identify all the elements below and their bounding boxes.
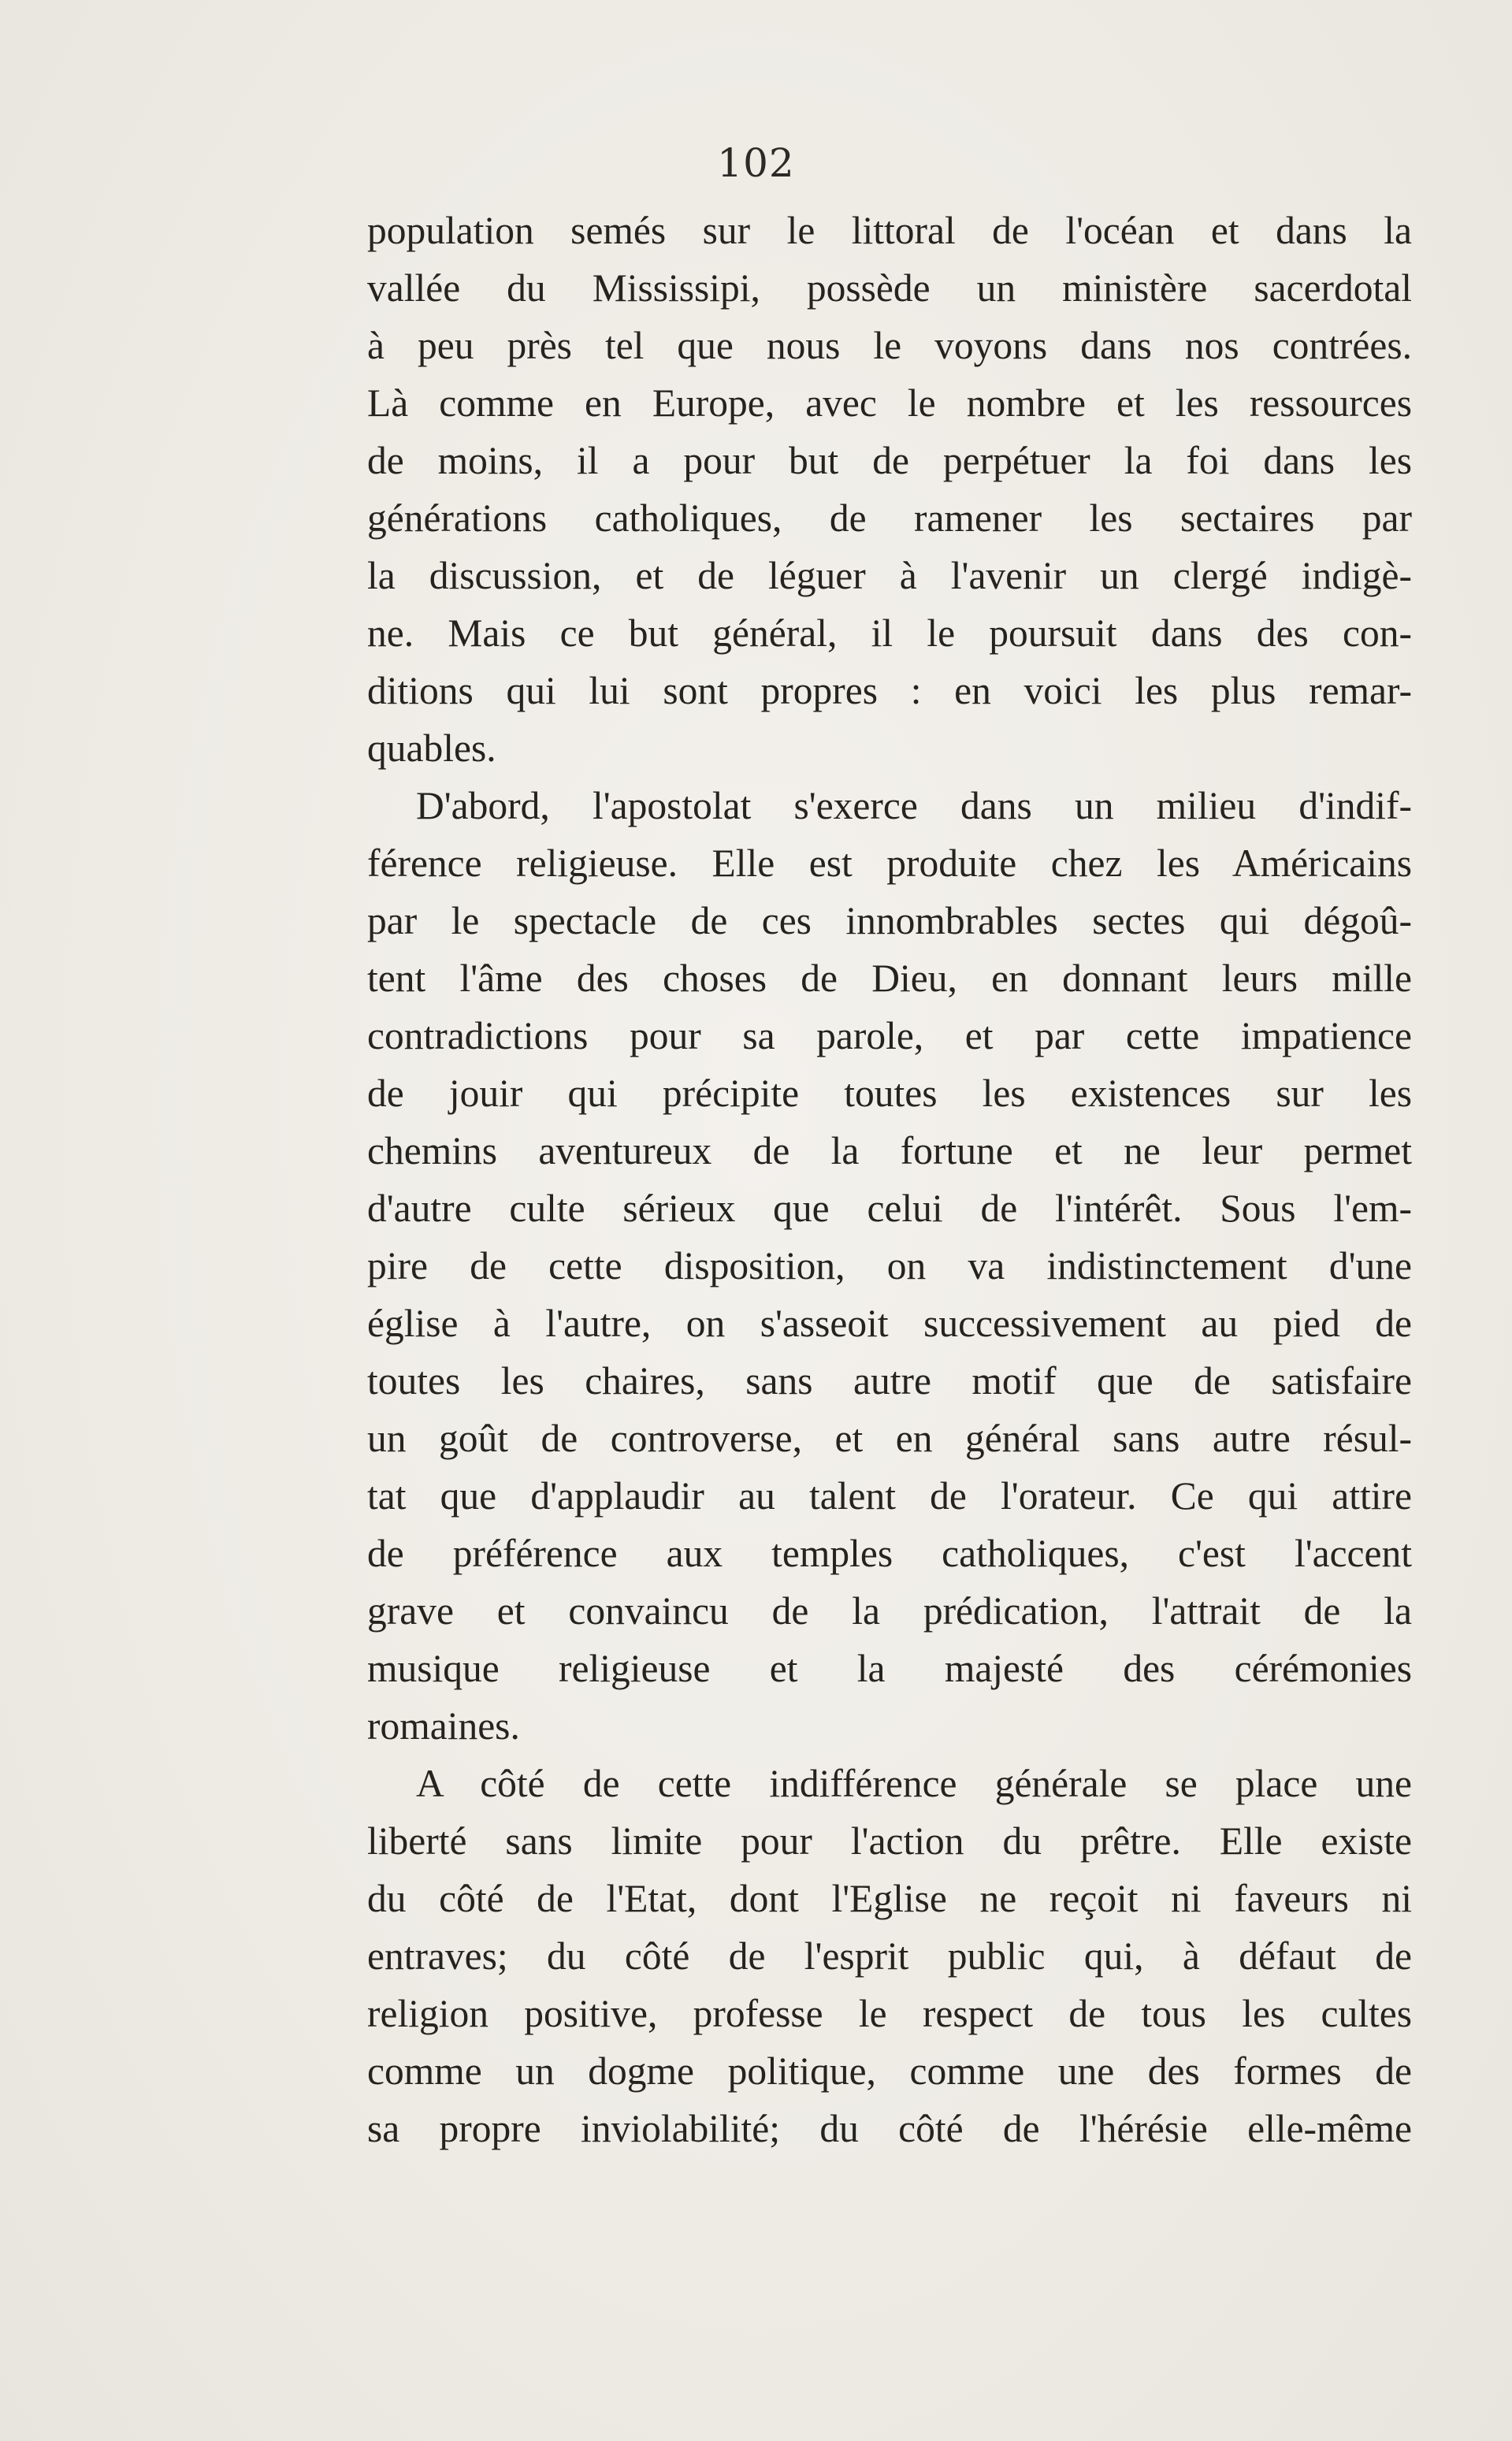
text-line: comme un dogme politique, comme une des formes de [367, 2049, 1412, 2093]
text-line: quables. [367, 726, 496, 770]
text-line: vallée du Mississipi, possède un ministère sacerdotal [367, 266, 1412, 310]
text-line: population semés sur le littoral de l'océan et dans la [367, 209, 1412, 252]
text-line: entraves; du côté de l'esprit public qui, à défaut de [367, 1934, 1412, 1978]
text-line: romaines. [367, 1704, 520, 1748]
paragraph-3 [367, 1755, 1412, 2157]
text-line: Là comme en Europe, avec le nombre et les ressources [367, 381, 1412, 425]
text-line: chemins aventureux de la fortune et ne leur permet [367, 1129, 1412, 1172]
text-line: de moins, il a pour but de perpétuer la foi dans les [367, 439, 1412, 482]
text-line: générations catholiques, de ramener les sectaires par [367, 496, 1412, 540]
text-line: à peu près tel que nous le voyons dans nos contrées. [367, 324, 1412, 367]
text-line: férence religieuse. Elle est produite chez les Américains [367, 842, 1412, 885]
text-line: ditions qui lui sont propres : en voici les plus remar- [367, 669, 1412, 712]
text-line: liberté sans limite pour l'action du prêtre. Elle existe [367, 1819, 1412, 1863]
text-line: grave et convaincu de la prédication, l'attrait de la [367, 1589, 1412, 1633]
text-line: D'abord, l'apostolat s'exerce dans un milieu d'indif- [416, 784, 1412, 827]
text-line: d'autre culte sérieux que celui de l'intérêt. Sous l'em- [367, 1187, 1412, 1230]
text-line: ne. Mais ce but général, il le poursuit dans des con- [367, 611, 1412, 655]
text-line: sa propre inviolabilité; du côté de l'hérésie elle-même [367, 2107, 1412, 2150]
body-text [367, 202, 1412, 2157]
paragraph-1 [367, 202, 1412, 777]
text-line: du côté de l'Etat, dont l'Eglise ne reçoit ni faveurs ni [367, 1877, 1412, 1920]
text-line: religion positive, professe le respect de tous les cultes [367, 1992, 1412, 2035]
text-line: tent l'âme des choses de Dieu, en donnant leurs mille [367, 957, 1412, 1000]
text-line: église à l'autre, on s'asseoit successivement au pied de [367, 1302, 1412, 1345]
text-line: un goût de controverse, et en général sans autre résul- [367, 1417, 1412, 1460]
text-line: tat que d'applaudir au talent de l'orateur. Ce qui attire [367, 1474, 1412, 1518]
text-line: A côté de cette indifférence générale se place une [416, 1762, 1412, 1805]
text-line: de préférence aux temples catholiques, c'est l'accent [367, 1532, 1412, 1575]
text-line: pire de cette disposition, on va indistinctement d'une [367, 1244, 1412, 1287]
page-number: 102 [717, 140, 795, 186]
text-line: de jouir qui précipite toutes les existences sur les [367, 1072, 1412, 1115]
text-line: la discussion, et de léguer à l'avenir un clergé indigè- [367, 554, 1412, 597]
text-line: par le spectacle de ces innombrables sectes qui dégoû- [367, 899, 1412, 942]
text-line: contradictions pour sa parole, et par cette impatience [367, 1014, 1412, 1057]
paragraph-2 [367, 777, 1412, 1755]
text-line: musique religieuse et la majesté des cérémonies [367, 1647, 1412, 1690]
text-line: toutes les chaires, sans autre motif que de satisfaire [367, 1359, 1412, 1403]
